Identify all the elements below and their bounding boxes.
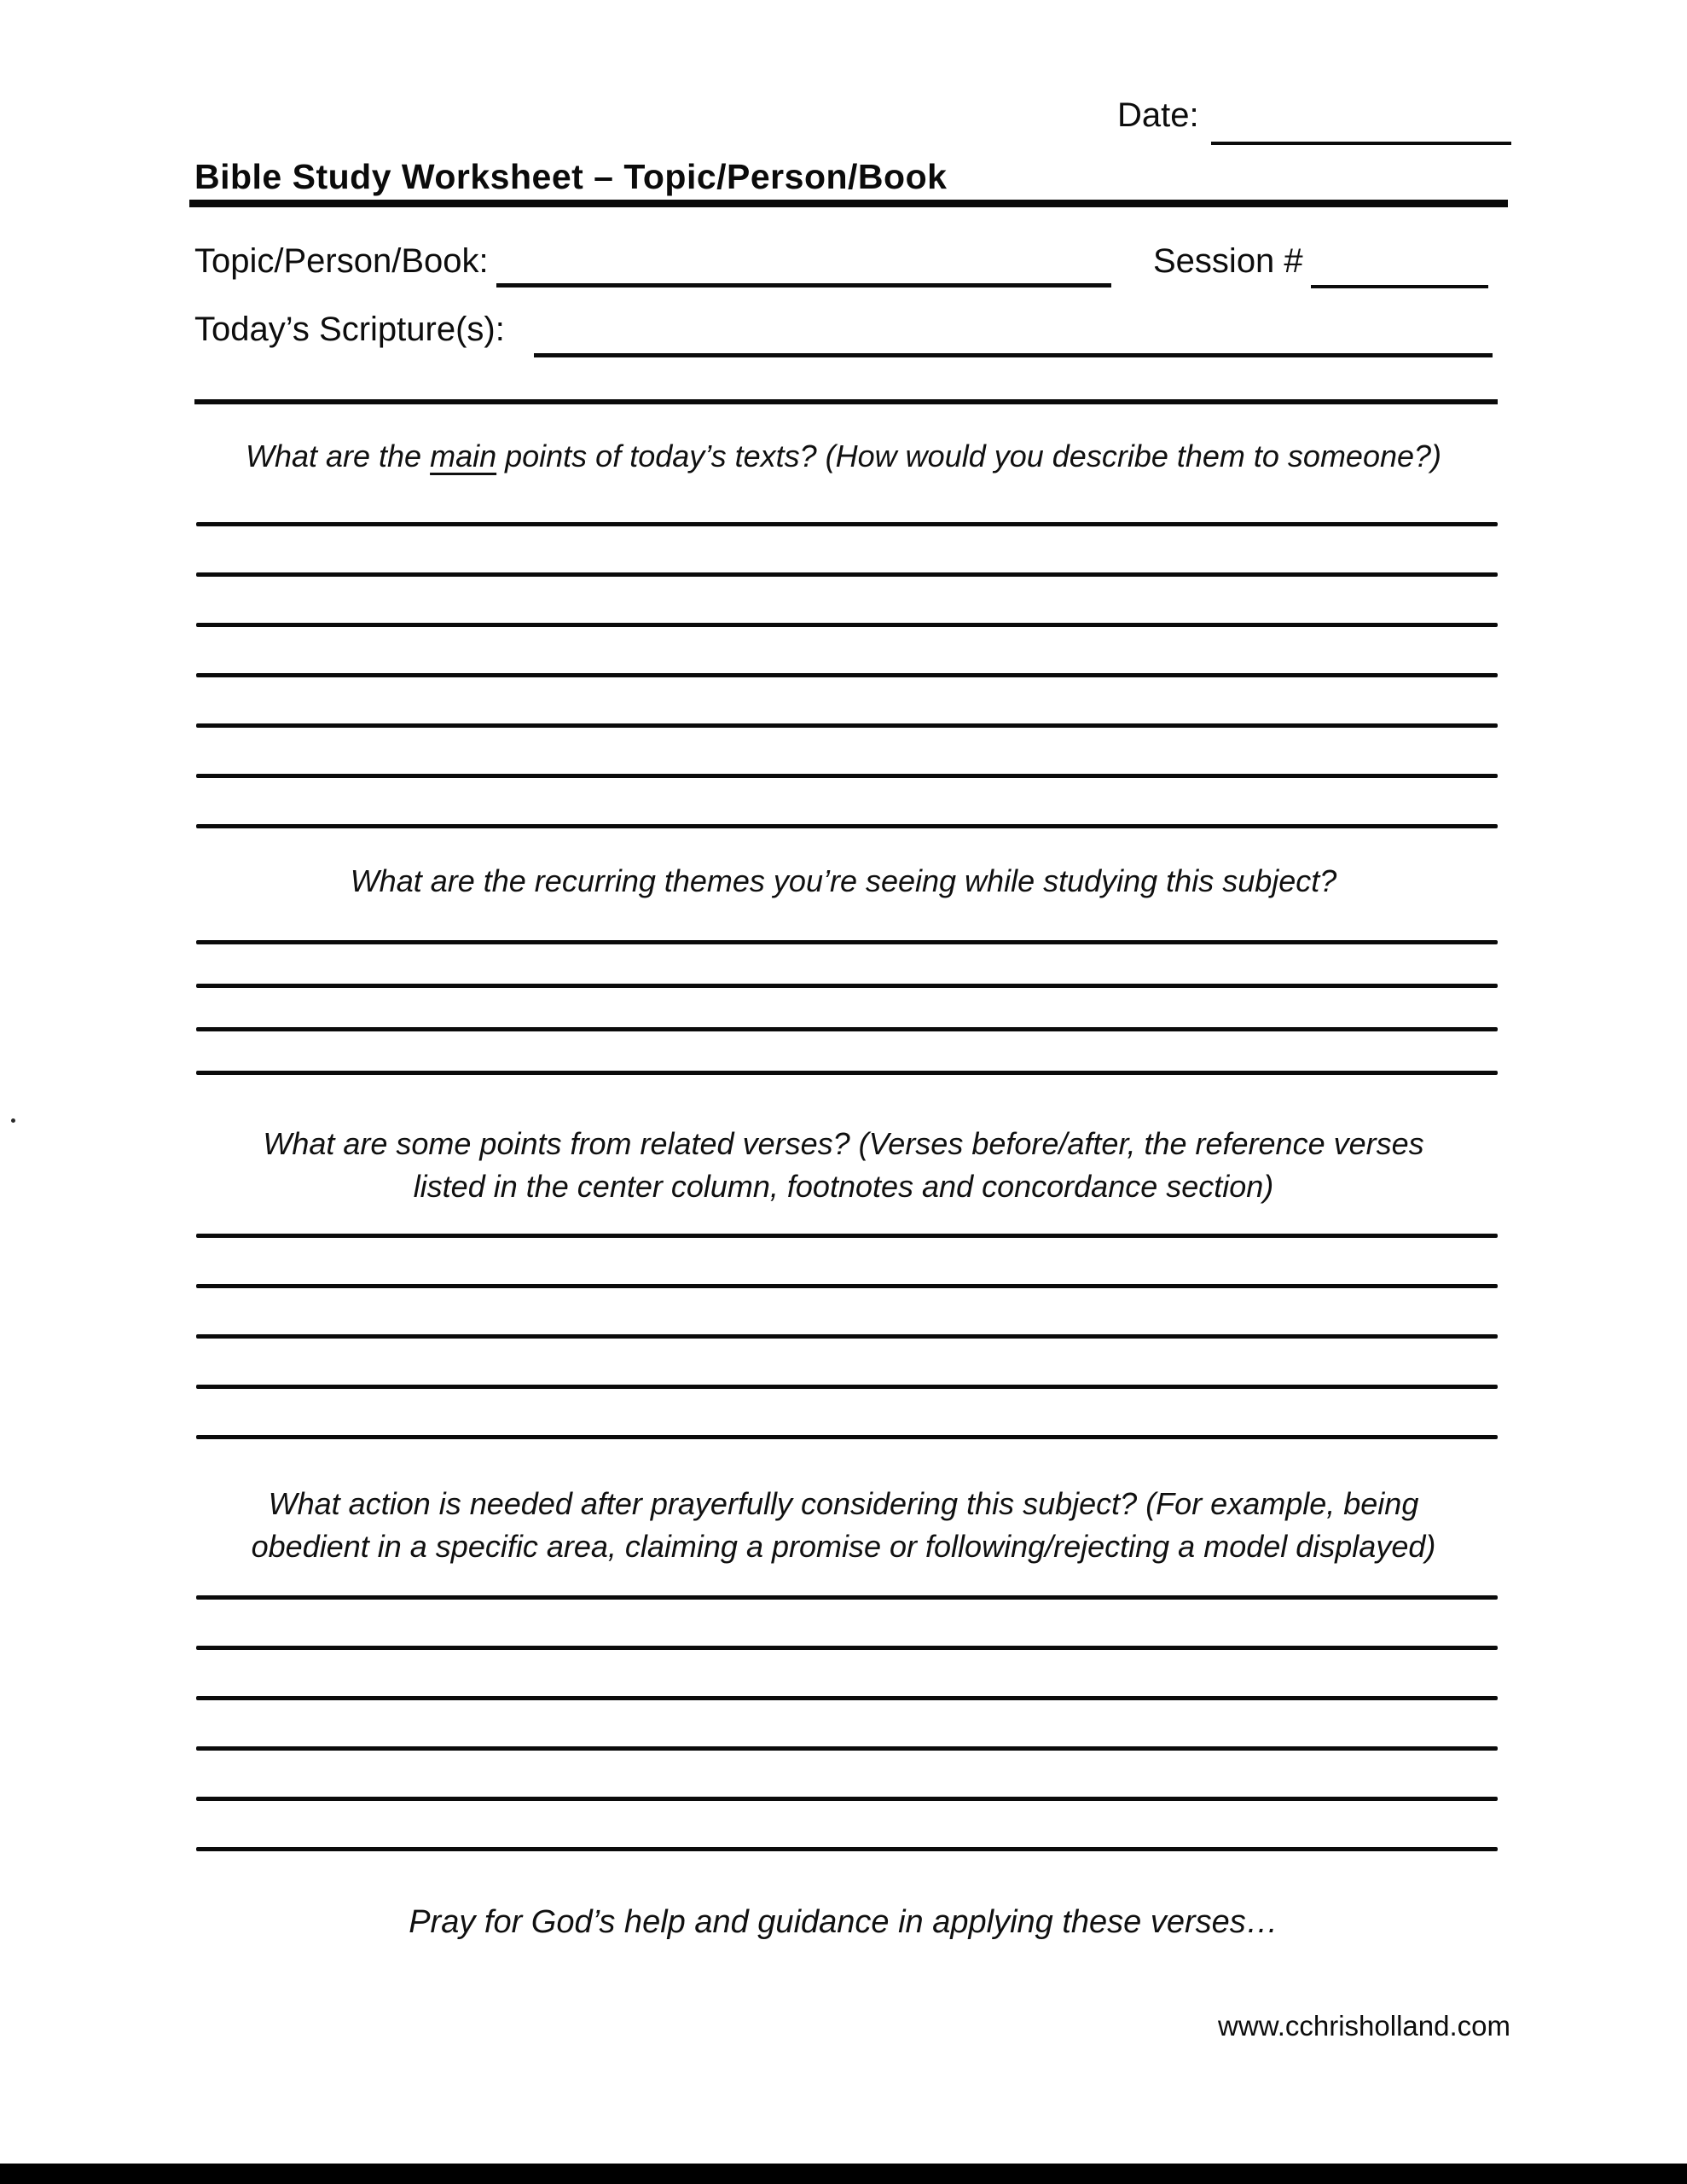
date-blank-line — [1211, 142, 1511, 145]
writing-line — [196, 572, 1498, 577]
scripture-blank-line — [534, 353, 1493, 357]
question-text-post: points of today’s texts? (How would you describe them to someone?) — [496, 439, 1442, 473]
writing-line — [196, 1071, 1498, 1075]
writing-line — [196, 1595, 1498, 1600]
writing-line — [196, 723, 1498, 728]
writing-lines-action-needed — [196, 1595, 1498, 1851]
question-action-needed — [0, 1483, 1687, 1568]
writing-line — [196, 774, 1498, 778]
writing-line — [196, 1284, 1498, 1288]
writing-lines-recurring-themes — [196, 940, 1498, 1075]
title-rule — [189, 200, 1508, 207]
session-blank-line — [1311, 285, 1488, 288]
question-line-1: What are some points from related verses? (Verses before/after, the reference verses — [263, 1126, 1424, 1161]
topic-label: Topic/Person/Book: — [194, 242, 489, 280]
writing-line — [196, 984, 1498, 988]
scripture-label: Today’s Scripture(s): — [194, 311, 505, 348]
question-line-1: What action is needed after prayerfully considering this subject? (For example, being — [268, 1486, 1419, 1521]
writing-lines-related-verses — [196, 1234, 1498, 1439]
writing-line — [196, 1334, 1498, 1339]
scan-dot-artifact — [11, 1118, 15, 1123]
date-label: Date: — [1117, 96, 1199, 134]
question-text-pre: What are the — [245, 439, 431, 473]
writing-lines-main-points — [196, 522, 1498, 828]
writing-line — [196, 1646, 1498, 1650]
writing-line — [196, 1385, 1498, 1389]
session-label: Session # — [1153, 242, 1303, 280]
question-line-2: obedient in a specific area, claiming a promise or following/rejecting a model displayed) — [251, 1529, 1436, 1564]
writing-line — [196, 940, 1498, 944]
writing-line — [196, 1746, 1498, 1751]
website-url: www.cchrisholland.com — [1218, 2010, 1510, 2042]
question-line-2: listed in the center column, footnotes and concordance section) — [413, 1169, 1274, 1204]
writing-line — [196, 1435, 1498, 1439]
writing-line — [196, 1027, 1498, 1031]
question-main-points — [0, 439, 1687, 474]
question-underlined-word: main — [430, 439, 497, 473]
closing-text: Pray for God’s help and guidance in applying these verses… — [409, 1904, 1278, 1940]
writing-line — [196, 1696, 1498, 1700]
scan-edge-bar — [0, 2164, 1687, 2184]
writing-line — [196, 623, 1498, 627]
section-divider — [194, 399, 1498, 404]
writing-line — [196, 824, 1498, 828]
writing-line — [196, 1797, 1498, 1801]
page-title: Bible Study Worksheet – Topic/Person/Book — [194, 157, 948, 196]
writing-line — [196, 1847, 1498, 1851]
writing-line — [196, 522, 1498, 526]
question-related-verses — [0, 1123, 1687, 1208]
topic-blank-line — [496, 283, 1111, 288]
question-recurring-themes: What are the recurring themes you’re seeing while studying this subject? — [350, 863, 1337, 898]
writing-line — [196, 1234, 1498, 1238]
writing-line — [196, 673, 1498, 677]
